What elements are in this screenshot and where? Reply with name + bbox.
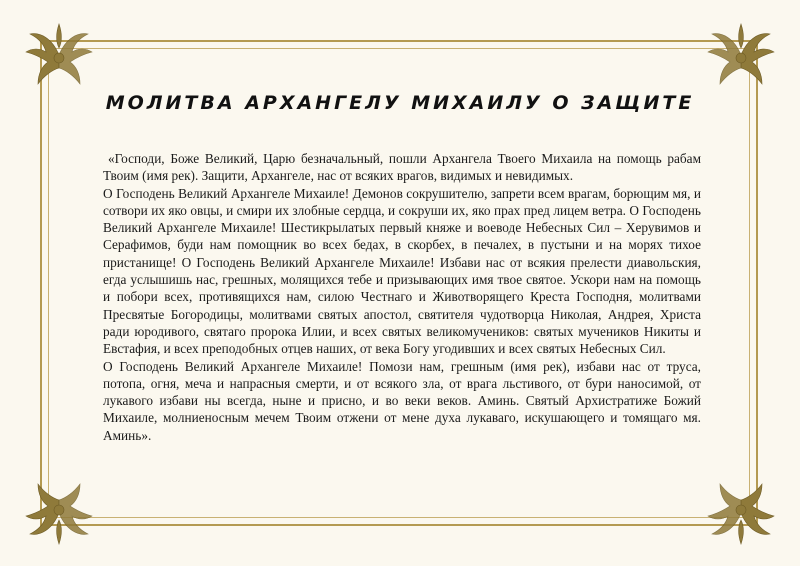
prayer-paragraph: О Господень Великий Архангеле Михаиле! Помози нам, грешным (имя рек), избави нас от труса, потопа, огня, меча и напрасныя смерти, и от всякого зла, от врага льстивого, от бури наносимой, от лукавого избави ны всегда, ныне и присно, и во веки веков. Аминь. Святый Архистратиже Божий Михаиле, молниеносным мечем Твоим отжени от мене духа лукаваго, искушающего и томящаго мя. Аминь». [103, 358, 701, 443]
prayer-paragraph: О Господень Великий Архангеле Михаиле! Демонов сокрушителю, запрети всем врагам, борющим мя, и сотвори их яко овцы, и смири их злобные сердца, и сокруши их, яко прах пред лицем ветра. О Господень Великий Архангеле Михаиле! Шестикрылатых первый княже и воеводе Небесных Сил – Херувимов и Серафимов, буди нам помощник во всех бедах, в скорбех, в печалех, в пустыни и на морях тихое пристанище! О Господень Великий Архангеле Михаиле! Избави нас от всякия прелести диавольския, егда услышишь нас, грешных, молящихся тебе и призывающих имя твое святое. Ускори нам на помощь и побори всех, противящихся нам, силою Честнаго и Животворящего Креста Господня, молитвами Пресвятые Богородицы, молитвами святых апостол, святителя чудотворца Николая, Андрея, Христа ради юродивого, святаго пророка Илии, и всех святых великомучеников: святых мучеников Никиты и Евстафия, и всех преподобных отцев наших, от века Богу угодивших и всех святых Небесных Сил. [103, 185, 701, 357]
corner-ornament-icon [704, 476, 778, 550]
corner-ornament-icon [22, 18, 96, 92]
prayer-text [103, 150, 701, 444]
corner-ornament-icon [22, 476, 96, 550]
corner-ornament-icon [704, 18, 778, 92]
page-title: МОЛИТВА АРХАНГЕЛУ МИХАИЛУ О ЗАЩИТЕ [105, 92, 695, 114]
prayer-paragraph: «Господи, Боже Великий, Царю безначальный, пошли Архангела Твоего Михаила на помощь рабам Твоим (имя рек). Защити, Архангеле, нас от всяких врагов, видимых и невидимых. [103, 151, 701, 184]
